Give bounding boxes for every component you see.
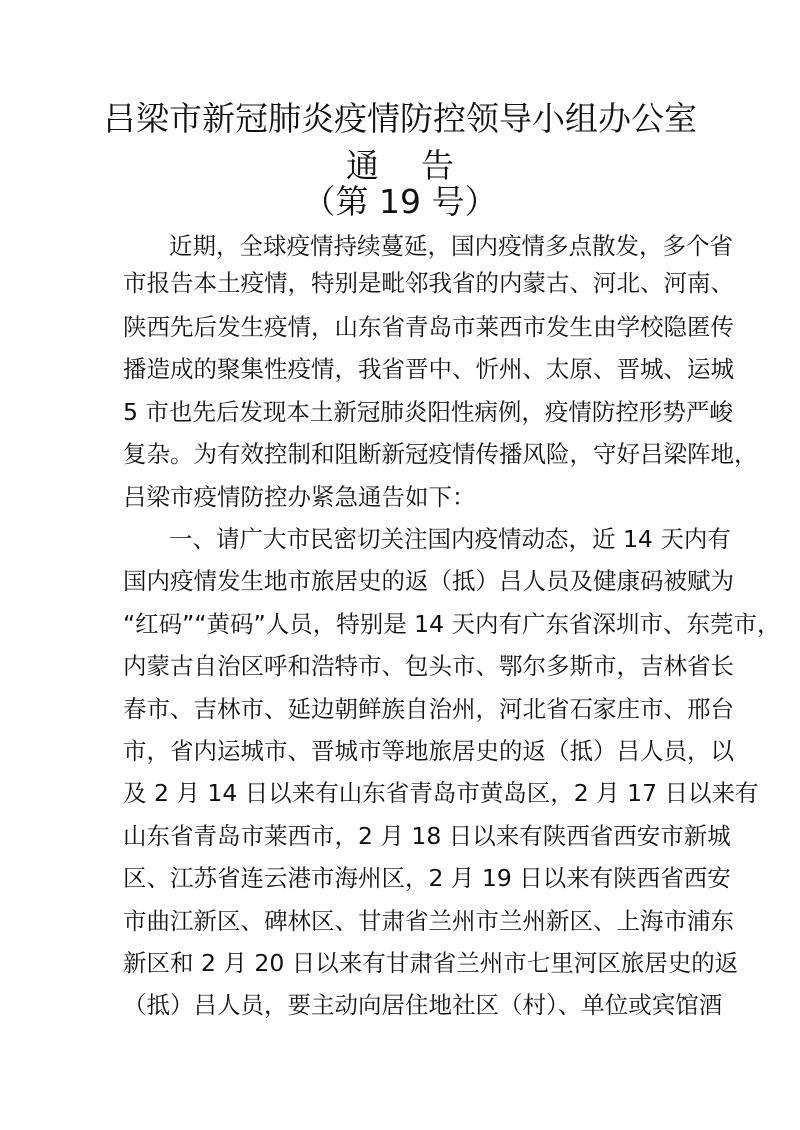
paragraph-line: 5 市也先后发现本土新冠肺炎阳性病例，疫情防控形势严峻 [123, 398, 733, 426]
notice-number: （第 19 号） [302, 182, 498, 221]
paragraph-line: “红码”“黄码”人员，特别是 14 天内有广东省深圳市、东莞市， [123, 610, 781, 638]
notice-heading: 通告 [346, 146, 496, 185]
paragraph-line: 市，省内运城市、晋城市等地旅居史的返（抵）吕人员，以 [123, 737, 734, 765]
paragraph-line: 新区和 2 月 20 日以来有甘肃省兰州市七里河区旅居史的返 [123, 949, 739, 977]
paragraph-line: 播造成的聚集性疫情，我省晋中、忻州、太原、晋城、运城 [123, 355, 734, 383]
paragraph-line: 市曲江新区、碑林区、甘肃省兰州市兰州新区、上海市浦东 [123, 907, 734, 935]
paragraph-line: 市报告本土疫情，特别是毗邻我省的内蒙古、河北、河南、 [123, 269, 734, 297]
paragraph-line: 一、请广大市民密切关注国内疫情动态，近 14 天内有 [169, 525, 731, 553]
paragraph-line: 山东省青岛市莱西市，2 月 18 日以来有陕西省西安市新城 [123, 822, 731, 850]
paragraph-line: 复杂。为有效控制和阻断新冠疫情传播风险，守好吕梁阵地， [123, 440, 758, 468]
paragraph-line: 吕梁市疫情防控办紧急通告如下： [123, 483, 476, 511]
paragraph-line: 陕西先后发生疫情，山东省青岛市莱西市发生由学校隐匿传 [123, 313, 734, 341]
issuer-title: 吕梁市新冠肺炎疫情防控领导小组办公室 [103, 99, 697, 138]
paragraph-line: 春市、吉林市、延边朝鲜族自治州，河北省石家庄市、邢台 [123, 695, 734, 723]
paragraph-line: 国内疫情发生地市旅居史的返（抵）吕人员及健康码被赋为 [123, 567, 734, 595]
paragraph-line: 及 2 月 14 日以来有山东省青岛市黄岛区，2 月 17 日以来有 [123, 779, 759, 807]
paragraph-line: （抵）吕人员，要主动向居住地社区（村）、单位或宾馆酒 [123, 991, 723, 1019]
paragraph-line: 内蒙古自治区呼和浩特市、包头市、鄂尔多斯市，吉林省长 [123, 652, 734, 680]
paragraph-line: 近期，全球疫情持续蔓延，国内疫情多点散发，多个省 [169, 232, 733, 260]
paragraph-line: 区、江苏省连云港市海州区，2 月 19 日以来有陕西省西安 [123, 864, 731, 892]
